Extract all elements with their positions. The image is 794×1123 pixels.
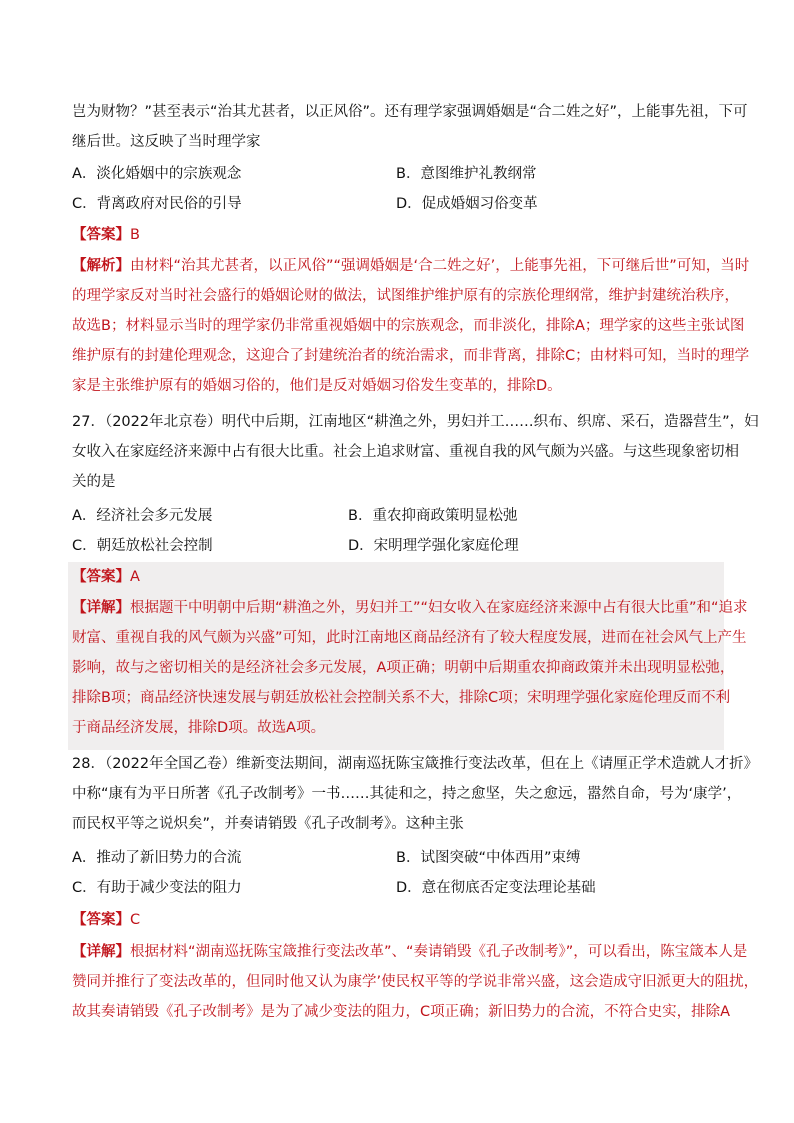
answer-tag: 【答案】 <box>72 227 130 243</box>
answer-tag: 【答案】 <box>72 569 130 585</box>
q26-answer <box>72 225 140 245</box>
answer-tag: 【答案】 <box>72 912 130 928</box>
analysis-tag: 【详解】 <box>72 600 130 616</box>
q27-answer <box>72 567 140 587</box>
q27-stem-line: 女收入在家庭经济来源中占有很大比重。社会上追求财富、重视自我的风气颇为兴盛。与这些现象密切相 <box>72 444 739 460</box>
q26-option-c: C．背离政府对民俗的引导 <box>72 196 242 212</box>
q27-analysis-line: 于商品经济发展，排除D项。故选A项。 <box>72 720 326 736</box>
q28-stem-line: 28．（2022年全国乙卷）维新变法期间，湖南巡抚陈宝箴推行变法改革，但在上《请厘正学术造就人才折》 <box>72 756 759 772</box>
q26-analysis-line: 的理学家反对当时社会盛行的婚姻论财的做法，试图维护维护原有的宗族伦理纲常，维护封建统治秩序， <box>72 288 739 304</box>
q28-answer <box>72 910 140 930</box>
q26-option-d: D．促成婚姻习俗变革 <box>396 196 538 212</box>
q27-analysis-line: 排除B项；商品经济快速发展与朝廷放松社会控制关系不大，排除C项；宋明理学强化家庭伦理反而不利 <box>72 690 731 706</box>
answer-value: C <box>130 912 141 928</box>
q26-analysis-line: 维护原有的封建伦理观念，这迎合了封建统治者的统治需求，而非背离，排除C；由材料可知，当时的理学 <box>72 348 750 364</box>
q27-option-c: C．朝廷放松社会控制 <box>72 538 213 554</box>
q27-option-b: B．重农抑商政策明显松弛 <box>348 508 518 524</box>
answer-value: B <box>130 227 140 243</box>
q27-stem-line: 关的是 <box>72 474 116 490</box>
q27-stem-line: 27．（2022年北京卷）明代中后期，江南地区“耕渔之外，男妇并工……织布、织席、采石，造器营生”，妇 <box>72 414 759 430</box>
analysis-tag: 【解析】 <box>72 258 130 274</box>
q26-option-b: B．意图维护礼教纲常 <box>396 166 537 182</box>
analysis-tag: 【详解】 <box>72 944 130 960</box>
q28-option-d: D．意在彻底否定变法理论基础 <box>396 880 596 896</box>
q27-option-d: D．宋明理学强化家庭伦理 <box>348 538 519 554</box>
q28-option-b: B．试图突破“中体西用”束缚 <box>396 850 581 866</box>
q26-analysis-line: 故选B；材料显示当时的理学家仍非常重视婚姻中的宗族观念，而非淡化，排除A；理学家的这些主张试图 <box>72 318 745 334</box>
q26-analysis-line: 家是主张维护原有的婚姻习俗的，他们是反对婚姻习俗发生变革的，排除D。 <box>72 378 562 394</box>
q26-stem-line: 岂为财物？”甚至表示“治其尤甚者，以正风俗”。还有理学家强调婚姻是“合二姓之好”，上能事先祖，下可 <box>72 104 748 120</box>
q26-analysis-line: 【解析】由材料“治其尤甚者，以正风俗”“强调婚姻是‘合二姓之好’，上能事先祖，下可继后世”可知，当时 <box>72 258 750 274</box>
q26-stem-line: 继后世。这反映了当时理学家 <box>72 134 261 150</box>
answer-value: A <box>130 569 140 585</box>
q28-option-a: A．推动了新旧势力的合流 <box>72 850 242 866</box>
q27-analysis-line: 【详解】根据题干中明朝中后期“耕渔之外，男妇并工”“妇女收入在家庭经济来源中占有很大比重”和“追求 <box>72 600 748 616</box>
q27-analysis-line: 影响，故与之密切相关的是经济社会多元发展，A项正确；明朝中后期重农抑商政策并未出现明显松弛， <box>72 660 735 676</box>
q28-analysis-line: 故其奏请销毁《孔子改制考》是为了减少变法的阻力，C项正确；新旧势力的合流，不符合史实，排除A <box>72 1004 731 1020</box>
q27-option-a: A．经济社会多元发展 <box>72 508 213 524</box>
q26-option-a: A．淡化婚姻中的宗族观念 <box>72 166 242 182</box>
q28-stem-line: 中称“康有为平日所著《孔子改制考》一书……其徒和之，持之愈坚，失之愈远，嚣然自命，号为‘康学’， <box>72 786 742 802</box>
q28-option-c: C．有助于减少变法的阻力 <box>72 880 242 896</box>
q28-stem-line: 而民权平等之说炽矣”，并奏请销毁《孔子改制考》。这种主张 <box>72 816 464 832</box>
q28-analysis-line: 赞同并推行了变法改革的，但同时他又认为康学’使民权平等的学说非常兴盛，这会造成守旧派更大的阻扰， <box>72 974 759 990</box>
q28-analysis-line: 【详解】根据材料“湖南巡抚陈宝箴推行变法改革”、“奏请销毁《孔子改制考》”，可以看出，陈宝箴本人是 <box>72 944 748 960</box>
q27-analysis-line: 财富、重视自我的风气颇为兴盛”可知，此时江南地区商品经济有了较大程度发展，进而在社会风气上产生 <box>72 630 747 646</box>
